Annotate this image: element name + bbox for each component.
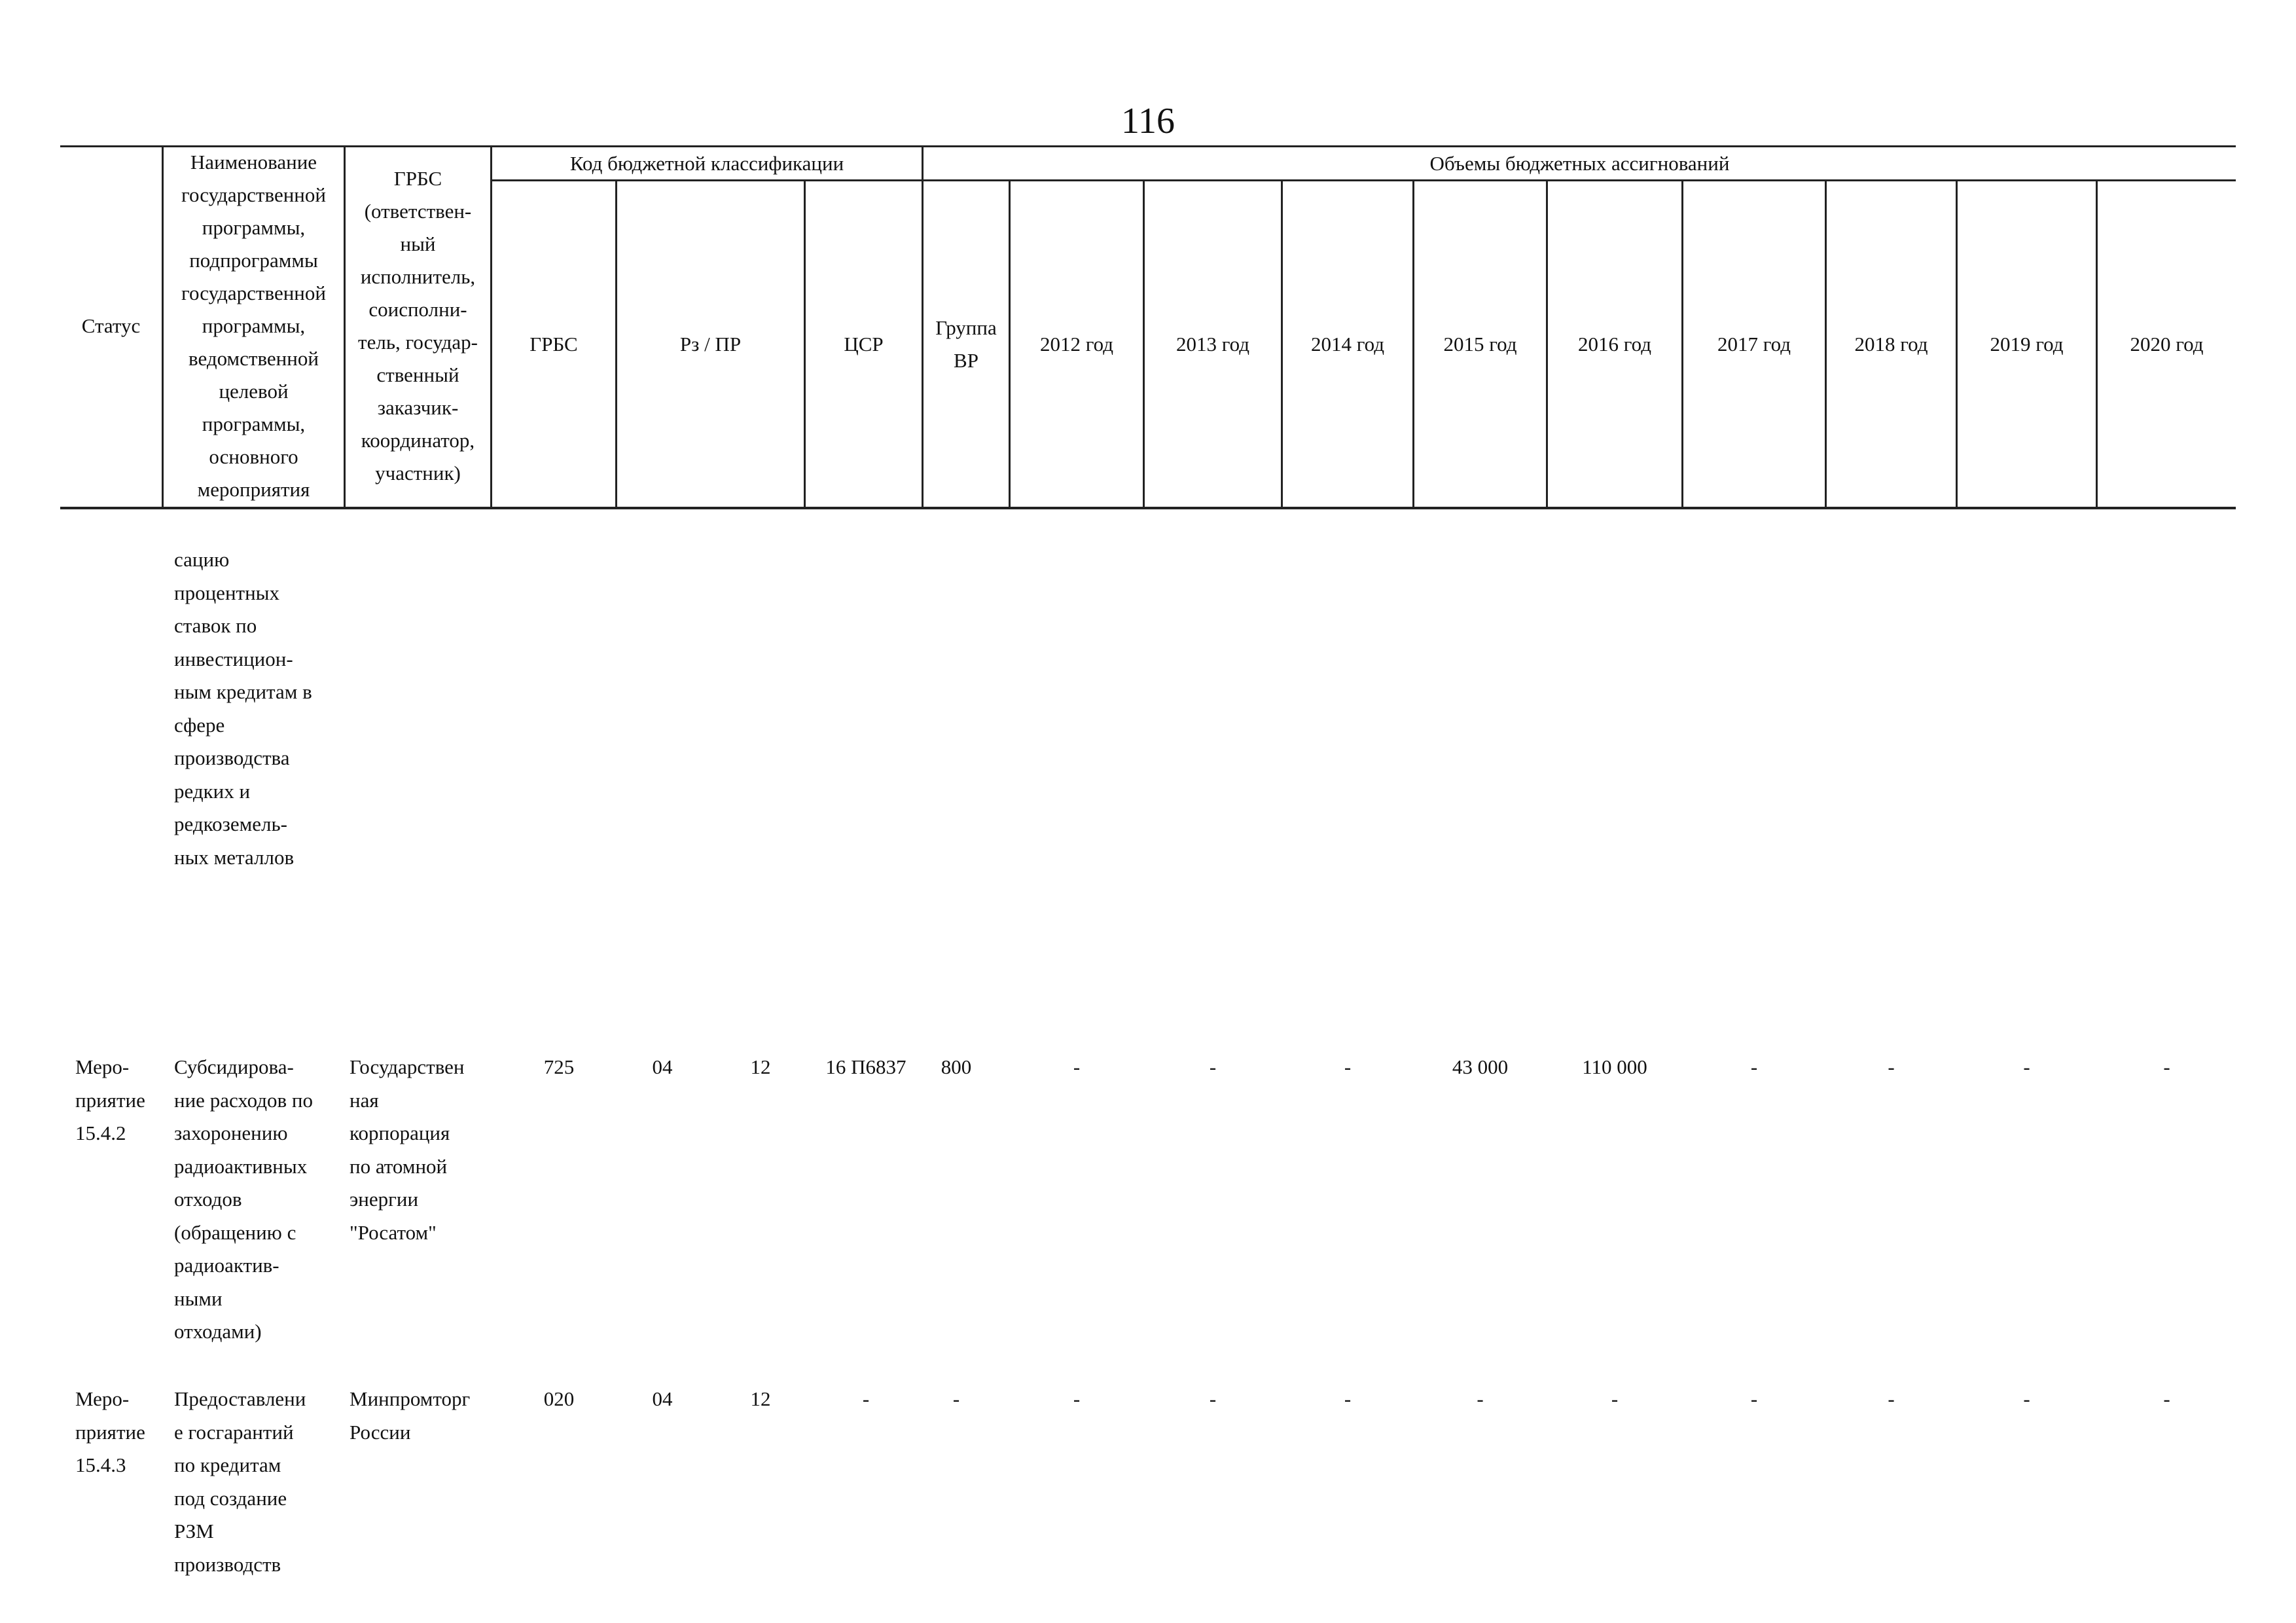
row-15-4-2-2015: 43 000 [1452, 1055, 1509, 1078]
header-responsible: ГРБС (ответствен- ный исполнитель, соисполни- тель, государ- ственный заказчик- координатор, участник) [358, 167, 478, 484]
header-year-2016: 2016 год [1577, 332, 1652, 356]
header-year-2015: 2015 год [1443, 332, 1517, 356]
header-budget-code-group: Код бюджетной классификации [569, 152, 844, 175]
header-year-2013: 2013 год [1175, 332, 1250, 356]
row-15-4-2-2018: - [1888, 1055, 1895, 1078]
budget-table [60, 145, 2236, 1586]
row-15-4-2-pr: 12 [750, 1055, 771, 1078]
row-15-4-3-2017: - [1750, 1387, 1758, 1410]
row-15-4-3-rz: 04 [652, 1387, 673, 1410]
row-15-4-2-2013: - [1209, 1055, 1217, 1078]
row-15-4-2-name: Субсидирова- ние расходов по захоронению радиоактивных отходов (обращению с радиоактив- ными отходами) [174, 1055, 313, 1343]
header-vr-group: Группа ВР [935, 316, 997, 372]
row-15-4-2-2016: 110 000 [1582, 1055, 1647, 1078]
header-status: Статус [81, 314, 141, 337]
row-15-4-2-2017: - [1750, 1055, 1758, 1078]
page-number: 116 [1121, 101, 1175, 141]
header-program-name: Наименование государственной программы, подпрограммы государственной программы, ведомственной целевой программы, основного мероприятия [181, 151, 326, 501]
header-year-2017: 2017 год [1717, 332, 1791, 356]
row-15-4-3-2014: - [1344, 1387, 1352, 1410]
table-row-continuation-name: сацию процентных ставок по инвестицион- ным кредитам в сфере производства редких и редкоземель- ных металлов [174, 548, 312, 869]
header-csr: ЦСР [844, 332, 884, 356]
header-rz-pr: Рз / ПР [679, 332, 742, 356]
row-15-4-3-2015: - [1477, 1387, 1484, 1410]
row-15-4-2-grbs: 725 [543, 1055, 575, 1078]
row-15-4-3-responsible: Минпромторг России [350, 1387, 471, 1444]
row-15-4-2-2020: - [2163, 1055, 2170, 1078]
row-15-4-2-responsible: Государствен ная корпорация по атомной энергии "Росатом" [350, 1055, 465, 1244]
row-15-4-2-csr: 16 П6837 [825, 1055, 906, 1078]
row-15-4-3-pr: 12 [750, 1387, 771, 1410]
row-15-4-3-status: Меро- приятие 15.4.3 [75, 1387, 145, 1476]
header-bottom-rule [60, 507, 2236, 509]
header-year-2012: 2012 год [1039, 332, 1114, 356]
header-year-2014: 2014 год [1310, 332, 1385, 356]
row-15-4-2-status: Меро- приятие 15.4.2 [75, 1055, 145, 1144]
row-15-4-3-2013: - [1209, 1387, 1217, 1410]
row-15-4-2-rz: 04 [652, 1055, 673, 1078]
row-15-4-3-name: Предоставлени е госгарантий по кредитам под создание РЗМ производств [174, 1387, 306, 1576]
row-15-4-2-2019: - [2023, 1055, 2030, 1078]
row-15-4-3-grbs: 020 [543, 1387, 575, 1410]
header-year-2019: 2019 год [1990, 332, 2064, 356]
row-15-4-2-vr: 800 [941, 1055, 972, 1078]
row-15-4-3-2012: - [1073, 1387, 1081, 1410]
row-15-4-2-2012: - [1073, 1055, 1081, 1078]
row-15-4-3-vr: - [952, 1387, 960, 1410]
row-15-4-3-2016: - [1611, 1387, 1619, 1410]
row-15-4-3-2020: - [2163, 1387, 2170, 1410]
header-year-2018: 2018 год [1854, 332, 1928, 356]
row-15-4-3-2018: - [1888, 1387, 1895, 1410]
header-year-2020: 2020 год [2130, 332, 2204, 356]
row-15-4-3-2019: - [2023, 1387, 2030, 1410]
row-15-4-2-2014: - [1344, 1055, 1352, 1078]
header-grbs: ГРБС [529, 332, 578, 356]
row-15-4-3-csr: - [862, 1387, 870, 1410]
header-allocations-group: Объемы бюджетных ассигнований [1429, 152, 1730, 175]
